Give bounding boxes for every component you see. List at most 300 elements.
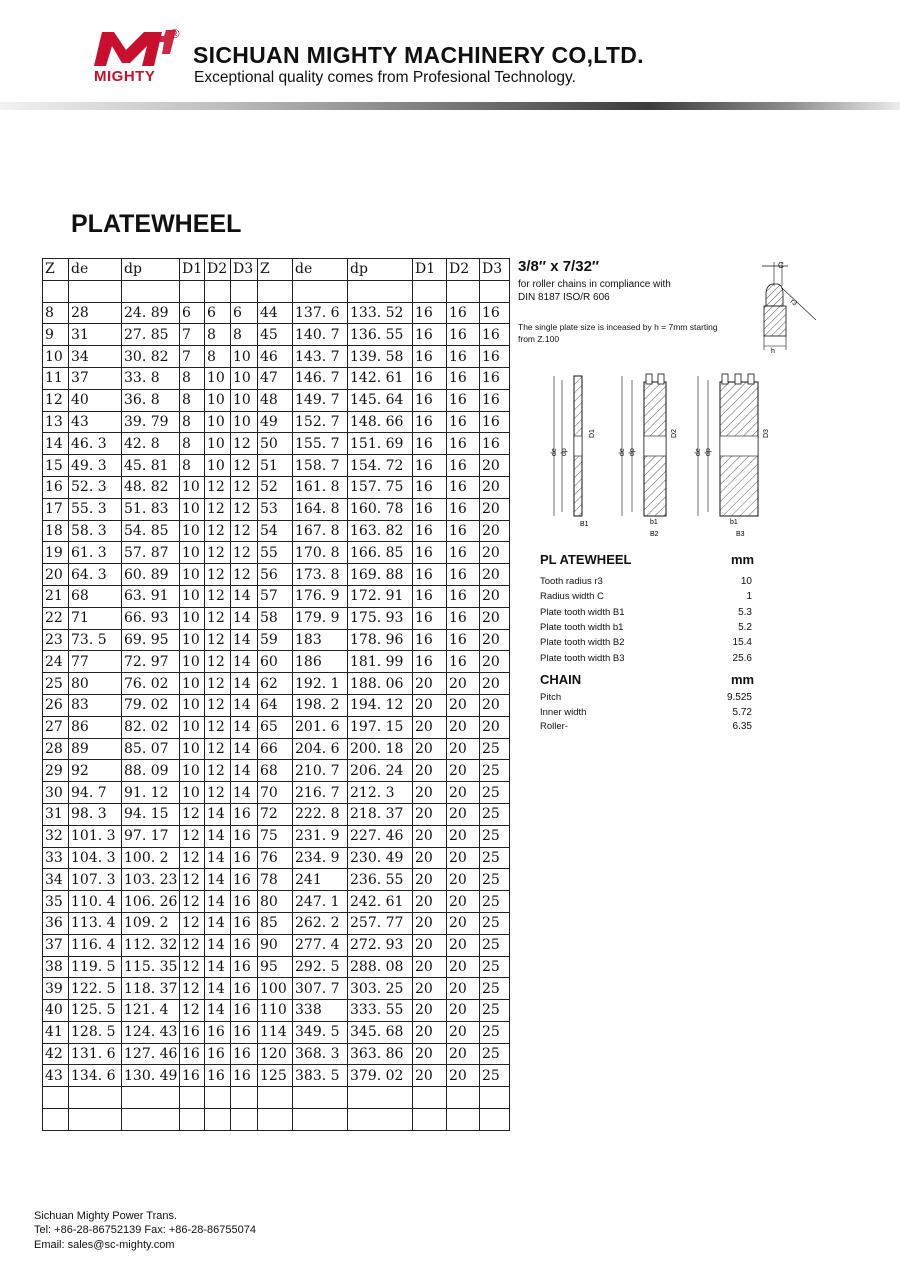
- table-cell: 20: [413, 825, 447, 847]
- table-cell: 20: [447, 1021, 480, 1043]
- table-cell: 14: [231, 738, 258, 760]
- table-cell: 136. 55: [348, 324, 413, 346]
- table-cell: 161. 8: [293, 476, 348, 498]
- table-cell: 20: [480, 564, 510, 586]
- table-row: [43, 629, 510, 651]
- table-cell: 28: [43, 738, 69, 760]
- label-de: de: [695, 448, 702, 456]
- table-cell: 43: [43, 1065, 69, 1087]
- table-row: [43, 803, 510, 825]
- company-logo: [92, 28, 184, 90]
- table-cell: 16: [413, 302, 447, 324]
- table-cell: 64: [258, 694, 293, 716]
- table-cell: [413, 280, 447, 302]
- table-cell: 20: [447, 738, 480, 760]
- table-cell: 20: [480, 476, 510, 498]
- table-cell: [231, 1087, 258, 1109]
- table-cell: 20: [413, 1021, 447, 1043]
- table-cell: Z: [43, 259, 69, 281]
- table-cell: 12: [231, 520, 258, 542]
- table-cell: 121. 4: [122, 1000, 180, 1022]
- table-cell: 16: [413, 651, 447, 673]
- table-cell: 16: [447, 324, 480, 346]
- table-cell: [180, 280, 205, 302]
- table-cell: 20: [447, 716, 480, 738]
- table-cell: 12: [205, 585, 231, 607]
- table-cell: 16: [231, 1000, 258, 1022]
- spec-value: 1: [746, 591, 752, 603]
- table-cell: 16: [231, 847, 258, 869]
- table-cell: 183: [293, 629, 348, 651]
- table-cell: 37: [69, 367, 122, 389]
- tooth-profile-diagram: [752, 256, 822, 356]
- table-cell: 115. 35: [122, 956, 180, 978]
- table-cell: 10: [180, 542, 205, 564]
- table-row: [43, 520, 510, 542]
- logo-text: MIGHTY: [94, 68, 156, 85]
- table-cell: 143. 7: [293, 346, 348, 368]
- table-cell: [205, 280, 231, 302]
- table-cell: 181. 99: [348, 651, 413, 673]
- table-cell: 20: [413, 716, 447, 738]
- table-cell: 34: [69, 346, 122, 368]
- table-cell: 192. 1: [293, 673, 348, 695]
- table-cell: 164. 8: [293, 498, 348, 520]
- table-cell: 14: [205, 847, 231, 869]
- table-cell: 125. 5: [69, 1000, 122, 1022]
- table-cell: 16: [413, 433, 447, 455]
- footer-contact-phone: Tel: +86-28-86752139 Fax: +86-28-86755074: [34, 1224, 257, 1236]
- table-cell: 68: [258, 760, 293, 782]
- table-cell: 27. 85: [122, 324, 180, 346]
- table-cell: 20: [480, 585, 510, 607]
- table-cell: 10: [205, 389, 231, 411]
- table-cell: 36. 8: [122, 389, 180, 411]
- table-cell: 27: [43, 716, 69, 738]
- table-row: [43, 694, 510, 716]
- table-cell: 20: [447, 891, 480, 913]
- table-cell: 16: [447, 520, 480, 542]
- label-r3: r3: [788, 298, 798, 308]
- table-cell: 110: [258, 1000, 293, 1022]
- table-cell: 82. 02: [122, 716, 180, 738]
- table-cell: 12: [231, 564, 258, 586]
- table-cell: 40: [43, 1000, 69, 1022]
- table-cell: 16: [447, 629, 480, 651]
- label-d3: D3: [763, 429, 770, 438]
- table-cell: 349. 5: [293, 1021, 348, 1043]
- chain-size-title: 3/8″ x 7/32″: [518, 258, 600, 275]
- table-cell: 16: [413, 476, 447, 498]
- table-cell: 51. 83: [122, 498, 180, 520]
- platewheel-table: [42, 258, 510, 1131]
- table-cell: 20: [413, 782, 447, 804]
- table-cell: 368. 3: [293, 1043, 348, 1065]
- table-cell: 42. 8: [122, 433, 180, 455]
- table-cell: 272. 93: [348, 934, 413, 956]
- table-cell: 69. 95: [122, 629, 180, 651]
- table-row: [43, 346, 510, 368]
- table-cell: 41: [43, 1021, 69, 1043]
- table-cell: 59: [258, 629, 293, 651]
- page-title: PLATEWHEEL: [71, 210, 242, 238]
- table-cell: 137. 6: [293, 302, 348, 324]
- table-cell: 17: [43, 498, 69, 520]
- table-cell: 120: [258, 1043, 293, 1065]
- table-cell: 16: [205, 1021, 231, 1043]
- table-cell: 20: [413, 1000, 447, 1022]
- table-cell: [258, 1109, 293, 1131]
- table-cell: 20: [413, 760, 447, 782]
- table-cell: 14: [205, 803, 231, 825]
- table-cell: 107. 3: [69, 869, 122, 891]
- table-cell: 16: [231, 1065, 258, 1087]
- table-cell: [231, 280, 258, 302]
- table-cell: D2: [205, 259, 231, 281]
- table-cell: 25: [480, 1043, 510, 1065]
- table-cell: [480, 1087, 510, 1109]
- table-row: [43, 978, 510, 1000]
- spec-label: Plate tooth width B1: [540, 606, 625, 618]
- table-cell: 14: [231, 629, 258, 651]
- table-cell: 20: [447, 869, 480, 891]
- table-cell: 10: [231, 411, 258, 433]
- table-cell: 204. 6: [293, 738, 348, 760]
- table-cell: 197. 15: [348, 716, 413, 738]
- table-cell: 12: [205, 542, 231, 564]
- table-cell: 10: [205, 367, 231, 389]
- label-d2: D2: [671, 429, 678, 438]
- table-cell: 75: [258, 825, 293, 847]
- table-row: [43, 934, 510, 956]
- table-cell: 10: [43, 346, 69, 368]
- table-cell: 8: [180, 389, 205, 411]
- table-cell: 25: [480, 1021, 510, 1043]
- table-cell: 16: [231, 891, 258, 913]
- table-cell: 97. 17: [122, 825, 180, 847]
- table-cell: 20: [447, 1043, 480, 1065]
- spec-label: Radius width C: [540, 591, 604, 603]
- table-cell: 77: [69, 651, 122, 673]
- table-cell: 16: [205, 1065, 231, 1087]
- table-cell: 14: [205, 978, 231, 1000]
- table-cell: [69, 1109, 122, 1131]
- chain-section-title: CHAIN: [540, 672, 582, 687]
- table-cell: [69, 1087, 122, 1109]
- table-cell: 20: [413, 1065, 447, 1087]
- platewheel-section-title: PL ATEWHEEL: [540, 552, 632, 567]
- table-cell: 157. 75: [348, 476, 413, 498]
- table-cell: 10: [205, 411, 231, 433]
- table-cell: 16: [480, 324, 510, 346]
- table-cell: 46. 3: [69, 433, 122, 455]
- table-cell: 101. 3: [69, 825, 122, 847]
- table-cell: 88. 09: [122, 760, 180, 782]
- table-cell: 16: [231, 934, 258, 956]
- table-cell: 103. 23: [122, 869, 180, 891]
- table-cell: [180, 1087, 205, 1109]
- table-cell: 216. 7: [293, 782, 348, 804]
- table-cell: 16: [447, 455, 480, 477]
- table-cell: 14: [231, 651, 258, 673]
- table-cell: 71: [69, 607, 122, 629]
- table-cell: de: [293, 259, 348, 281]
- table-cell: 122. 5: [69, 978, 122, 1000]
- table-cell: 42: [43, 1043, 69, 1065]
- table-cell: 16: [447, 433, 480, 455]
- table-cell: 10: [231, 389, 258, 411]
- table-cell: 45. 81: [122, 455, 180, 477]
- table-cell: 26: [43, 694, 69, 716]
- table-cell: [258, 1087, 293, 1109]
- table-cell: 379. 02: [348, 1065, 413, 1087]
- table-cell: 16: [480, 346, 510, 368]
- table-cell: 16: [447, 564, 480, 586]
- table-cell: 14: [205, 891, 231, 913]
- table-cell: 56: [258, 564, 293, 586]
- table-cell: 20: [480, 673, 510, 695]
- table-cell: 76. 02: [122, 673, 180, 695]
- spec-label: Inner width: [540, 706, 587, 718]
- table-cell: 20: [480, 520, 510, 542]
- table-cell: 48: [258, 389, 293, 411]
- table-row: [43, 869, 510, 891]
- table-cell: 43: [69, 411, 122, 433]
- table-cell: 24. 89: [122, 302, 180, 324]
- table-cell: 133. 52: [348, 302, 413, 324]
- table-cell: 20: [413, 912, 447, 934]
- table-cell: 20: [447, 782, 480, 804]
- table-cell: 60. 89: [122, 564, 180, 586]
- table-cell: 236. 55: [348, 869, 413, 891]
- table-cell: 80: [69, 673, 122, 695]
- table-cell: D3: [231, 259, 258, 281]
- table-cell: [447, 1087, 480, 1109]
- table-cell: 12: [205, 673, 231, 695]
- table-cell: [69, 280, 122, 302]
- table-cell: 16: [180, 1065, 205, 1087]
- table-cell: 20: [480, 542, 510, 564]
- table-cell: 16: [413, 411, 447, 433]
- table-row: [43, 389, 510, 411]
- table-cell: 20: [447, 1065, 480, 1087]
- table-cell: 16: [447, 346, 480, 368]
- table-cell: 61. 3: [69, 542, 122, 564]
- table-cell: 8: [205, 346, 231, 368]
- table-cell: 175. 93: [348, 607, 413, 629]
- table-cell: 25: [480, 869, 510, 891]
- table-cell: 20: [480, 651, 510, 673]
- table-cell: [231, 1109, 258, 1131]
- table-cell: 6: [231, 302, 258, 324]
- table-cell: 10: [231, 367, 258, 389]
- table-row: [43, 455, 510, 477]
- table-cell: 20: [413, 891, 447, 913]
- table-cell: 62: [258, 673, 293, 695]
- table-header-row: [43, 259, 510, 281]
- spec-value: 6.35: [732, 721, 752, 732]
- table-row: [43, 1043, 510, 1065]
- table-cell: 166. 85: [348, 542, 413, 564]
- table-cell: 139. 58: [348, 346, 413, 368]
- table-cell: [447, 1109, 480, 1131]
- table-row: [43, 891, 510, 913]
- table-cell: 66. 93: [122, 607, 180, 629]
- table-cell: 151. 69: [348, 433, 413, 455]
- table-cell: 12: [180, 956, 205, 978]
- table-cell: 14: [231, 716, 258, 738]
- table-cell: 60: [258, 651, 293, 673]
- table-cell: 12: [231, 476, 258, 498]
- table-cell: 12: [205, 651, 231, 673]
- spec-label: Plate tooth width B3: [540, 652, 625, 664]
- table-cell: 66: [258, 738, 293, 760]
- table-cell: 37: [43, 934, 69, 956]
- table-cell: 16: [413, 324, 447, 346]
- table-cell: 10: [180, 629, 205, 651]
- table-cell: [258, 280, 293, 302]
- table-cell: 20: [480, 455, 510, 477]
- table-cell: 179. 9: [293, 607, 348, 629]
- table-cell: 277. 4: [293, 934, 348, 956]
- table-cell: 16: [480, 389, 510, 411]
- table-cell: 70: [258, 782, 293, 804]
- table-cell: [447, 280, 480, 302]
- table-cell: 25: [480, 912, 510, 934]
- table-cell: 16: [205, 1043, 231, 1065]
- table-cell: 79. 02: [122, 694, 180, 716]
- table-cell: 20: [480, 716, 510, 738]
- table-cell: 20: [447, 934, 480, 956]
- table-row: [43, 302, 510, 324]
- table-row-empty: [43, 1109, 510, 1131]
- table-row: [43, 1000, 510, 1022]
- table-cell: 8: [180, 411, 205, 433]
- table-cell: 14: [231, 607, 258, 629]
- table-cell: 222. 8: [293, 803, 348, 825]
- table-cell: 73. 5: [69, 629, 122, 651]
- table-cell: 12: [205, 520, 231, 542]
- table-cell: 16: [447, 542, 480, 564]
- table-cell: 218. 37: [348, 803, 413, 825]
- table-cell: 14: [231, 694, 258, 716]
- table-cell: 116. 4: [69, 934, 122, 956]
- table-cell: 53: [258, 498, 293, 520]
- table-row: [43, 585, 510, 607]
- table-cell: 12: [205, 564, 231, 586]
- spec-value: 25.6: [732, 652, 752, 664]
- table-cell: 78: [258, 869, 293, 891]
- table-cell: 173. 8: [293, 564, 348, 586]
- table-cell: 257. 77: [348, 912, 413, 934]
- table-cell: 25: [480, 934, 510, 956]
- table-cell: 14: [205, 1000, 231, 1022]
- table-cell: 12: [180, 825, 205, 847]
- table-row: [43, 607, 510, 629]
- table-cell: 63. 91: [122, 585, 180, 607]
- table-cell: de: [69, 259, 122, 281]
- table-cell: 142. 61: [348, 367, 413, 389]
- table-cell: 212. 3: [348, 782, 413, 804]
- table-cell: 292. 5: [293, 956, 348, 978]
- table-cell: 155. 7: [293, 433, 348, 455]
- company-name: SICHUAN MIGHTY MACHINERY CO,LTD.: [193, 42, 644, 68]
- table-cell: 39. 79: [122, 411, 180, 433]
- table-cell: 16: [231, 1043, 258, 1065]
- table-cell: 10: [180, 782, 205, 804]
- table-cell: 20: [413, 934, 447, 956]
- spec-label: Plate tooth width b1: [540, 621, 624, 633]
- table-cell: 20: [413, 1043, 447, 1065]
- label-dp: dp: [629, 448, 636, 456]
- table-cell: 10: [180, 476, 205, 498]
- table-cell: 30. 82: [122, 346, 180, 368]
- table-cell: 20: [413, 738, 447, 760]
- spec-value: 15.4: [732, 637, 752, 649]
- table-cell: 33: [43, 847, 69, 869]
- table-row: [43, 716, 510, 738]
- table-cell: 54. 85: [122, 520, 180, 542]
- table-cell: D2: [447, 259, 480, 281]
- table-cell: [413, 1109, 447, 1131]
- table-cell: 176. 9: [293, 585, 348, 607]
- table-cell: 16: [447, 607, 480, 629]
- table-cell: 12: [205, 607, 231, 629]
- table-cell: 16: [231, 1021, 258, 1043]
- table-cell: 12: [180, 912, 205, 934]
- spec-note: for roller chains in compliance with: [518, 279, 671, 290]
- table-cell: 8: [43, 302, 69, 324]
- table-cell: 12: [180, 803, 205, 825]
- table-cell: 20: [413, 978, 447, 1000]
- table-row: [43, 760, 510, 782]
- table-cell: 24: [43, 651, 69, 673]
- table-cell: 89: [69, 738, 122, 760]
- table-cell: 33. 8: [122, 367, 180, 389]
- table-cell: 127. 46: [122, 1043, 180, 1065]
- table-cell: [122, 280, 180, 302]
- table-cell: 124. 43: [122, 1021, 180, 1043]
- table-cell: 20: [480, 498, 510, 520]
- table-cell: 9: [43, 324, 69, 346]
- table-cell: 12: [205, 498, 231, 520]
- table-cell: 104. 3: [69, 847, 122, 869]
- table-cell: 25: [480, 978, 510, 1000]
- table-cell: 20: [447, 760, 480, 782]
- sprocket-cross-section-diagram: [546, 370, 776, 542]
- table-cell: 35: [43, 891, 69, 913]
- table-cell: 44: [258, 302, 293, 324]
- table-cell: 65: [258, 716, 293, 738]
- table-cell: 16: [231, 825, 258, 847]
- table-cell: 140. 7: [293, 324, 348, 346]
- table-cell: 201. 6: [293, 716, 348, 738]
- table-cell: 119. 5: [69, 956, 122, 978]
- table-cell: 12: [180, 869, 205, 891]
- table-cell: 47: [258, 367, 293, 389]
- table-cell: 8: [205, 324, 231, 346]
- table-cell: 8: [180, 455, 205, 477]
- spec-value: 9.525: [726, 692, 752, 703]
- table-cell: 83: [69, 694, 122, 716]
- table-cell: 149. 7: [293, 389, 348, 411]
- table-cell: 12: [205, 694, 231, 716]
- table-cell: 20: [480, 629, 510, 651]
- table-cell: 45: [258, 324, 293, 346]
- table-cell: [43, 1087, 69, 1109]
- table-cell: 206. 24: [348, 760, 413, 782]
- table-cell: 94. 7: [69, 782, 122, 804]
